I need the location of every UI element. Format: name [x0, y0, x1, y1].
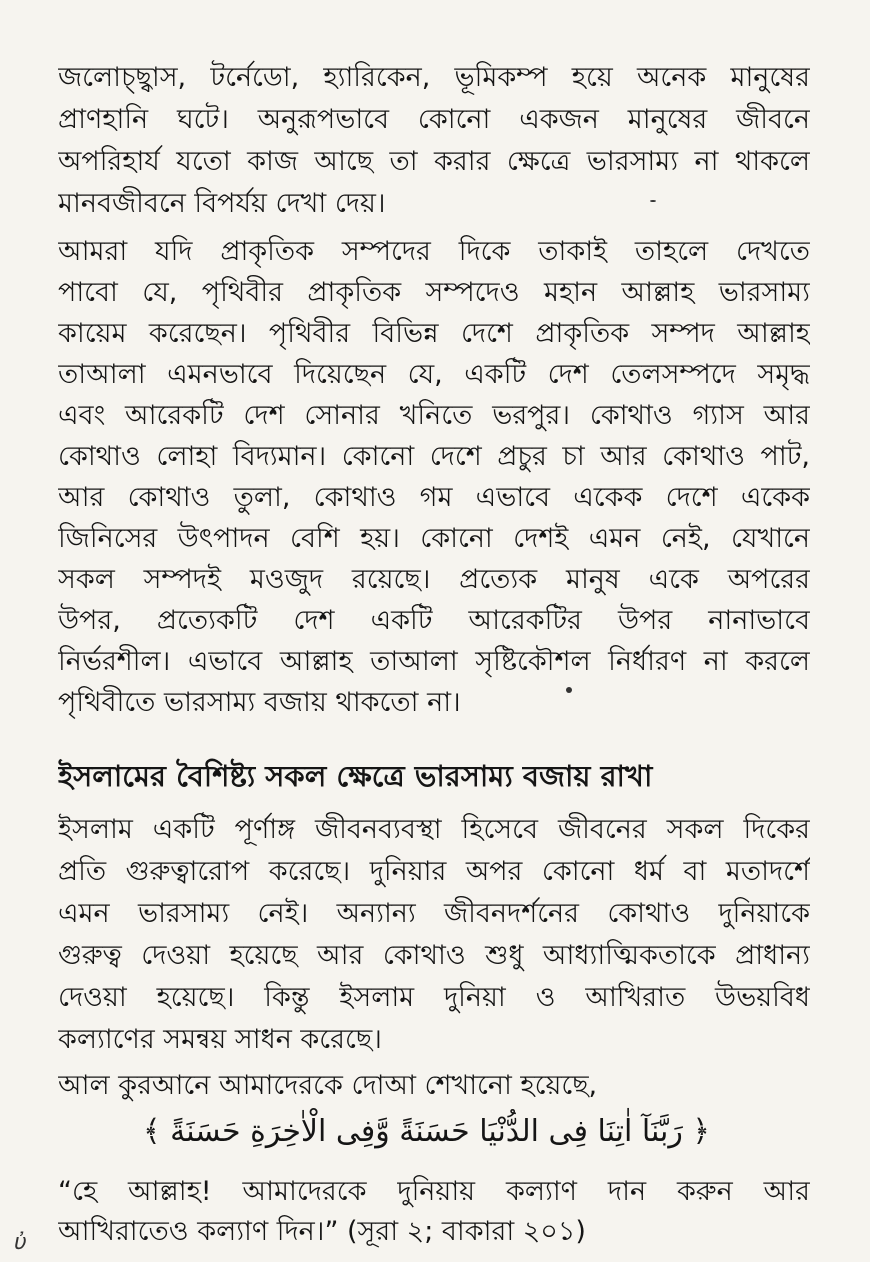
paragraph-line: অপরিহার্য যতো কাজ আছে তা করার ক্ষেত্রে ভারসাম্য না থাকলে	[58, 146, 810, 177]
paragraph-line: প্রতি গুরুত্বারোপ করেছে। দুনিয়ার অপর কোনো ধর্ম বা মতাদর্শে	[58, 856, 810, 887]
paragraph-line: মানবজীবনে বিপর্যয় দেখা দেয়।	[58, 188, 386, 219]
paragraph-line: তাআলা এমনভাবে দিয়েছেন যে, একটি দেশ তেলসম্পদে সমৃদ্ধ	[58, 359, 810, 390]
paragraph-line: এমন ভারসাম্য নেই। অন্যান্য জীবনদর্শনের কোথাও দুনিয়াকে	[58, 898, 810, 929]
paragraph-line: নির্ভরশীল। এভাবে আল্লাহ তাআলা সৃষ্টিকৌশল নির্ধারণ না করলে	[58, 646, 810, 677]
paragraph-line: এবং আরেকটি দেশ সোনার খনিতে ভরপুর। কোথাও গ্যাস আর	[58, 400, 810, 431]
section-heading: ইসলামের বৈশিষ্ট্য সকল ক্ষেত্রে ভারসাম্য বজায় রাখা	[58, 759, 653, 793]
paragraph-line: সকল সম্পদই মওজুদ রয়েছে। প্রত্যেক মানুষ একে অপরের	[58, 564, 810, 595]
verse-intro: আল কুরআনে আমাদেরকে দোআ শেখানো হয়েছে,	[58, 1070, 598, 1101]
scan-speck	[566, 687, 572, 693]
translation-line: “হে আল্লাহ! আমাদেরকে দুনিয়ায় কল্যাণ দান করুন আর	[58, 1176, 810, 1207]
scan-speck	[650, 200, 656, 202]
paragraph-line: প্রাণহানি ঘটে। অনুরূপভাবে কোনো একজন মানুষের জীবনে	[58, 104, 810, 135]
translation-line: আখিরাতেও কল্যাণ দিন।” (সূরা ২; বাকারা ২০১)	[58, 1216, 586, 1247]
paragraph-line: উপর, প্রত্যেকটি দেশ একটি আরেকটির উপর নানাভাবে	[58, 605, 810, 636]
paragraph-line: দেওয়া হয়েছে। কিন্তু ইসলাম দুনিয়া ও আখিরাত উভয়বিধ	[58, 982, 810, 1013]
paragraph-line: আমরা যদি প্রাকৃতিক সম্পদের দিকে তাকাই তাহলে দেখতে	[58, 236, 810, 267]
paragraph-line: পৃথিবীতে ভারসাম্য বজায় থাকতো না।	[58, 687, 461, 718]
paragraph-line: কায়েম করেছেন। পৃথিবীর বিভিন্ন দেশে প্রাকৃতিক সম্পদ আল্লাহ	[58, 318, 810, 349]
paragraph-line: পাবো যে, পৃথিবীর প্রাকৃতিক সম্পদেও মহান আল্লাহ ভারসাম্য	[58, 277, 810, 308]
paragraph-line: কোথাও লোহা বিদ্যমান। কোনো দেশে প্রচুর চা আর কোথাও পাট,	[58, 441, 810, 472]
paragraph-line: আর কোথাও তুলা, কোথাও গম এভাবে একেক দেশে একেক	[58, 482, 810, 513]
paragraph-line: জিনিসের উৎপাদন বেশি হয়। কোনো দেশই এমন নেই, যেখানে	[58, 523, 810, 554]
arabic-verse: ﴿ رَبَّنَآ اٰتِنَا فِى الدُّنْيَا حَسَنَةً وَّفِى الْاٰخِرَةِ حَسَنَةً ﴾	[143, 1114, 710, 1149]
margin-mark: ὐ	[14, 1230, 27, 1255]
paragraph-line: ইসলাম একটি পূর্ণাঙ্গ জীবনব্যবস্থা হিসেবে জীবনের সকল দিকের	[58, 814, 810, 845]
paragraph-line: কল্যাণের সমন্বয় সাধন করেছে।	[58, 1024, 382, 1055]
paragraph-line: গুরুত্ব দেওয়া হয়েছে আর কোথাও শুধু আধ্যাত্মিকতাকে প্রাধান্য	[58, 940, 810, 971]
paragraph-line: জলোচ্ছ্বাস, টর্নেডো, হ্যারিকেন, ভূমিকম্প হয়ে অনেক মানুষের	[58, 62, 810, 93]
